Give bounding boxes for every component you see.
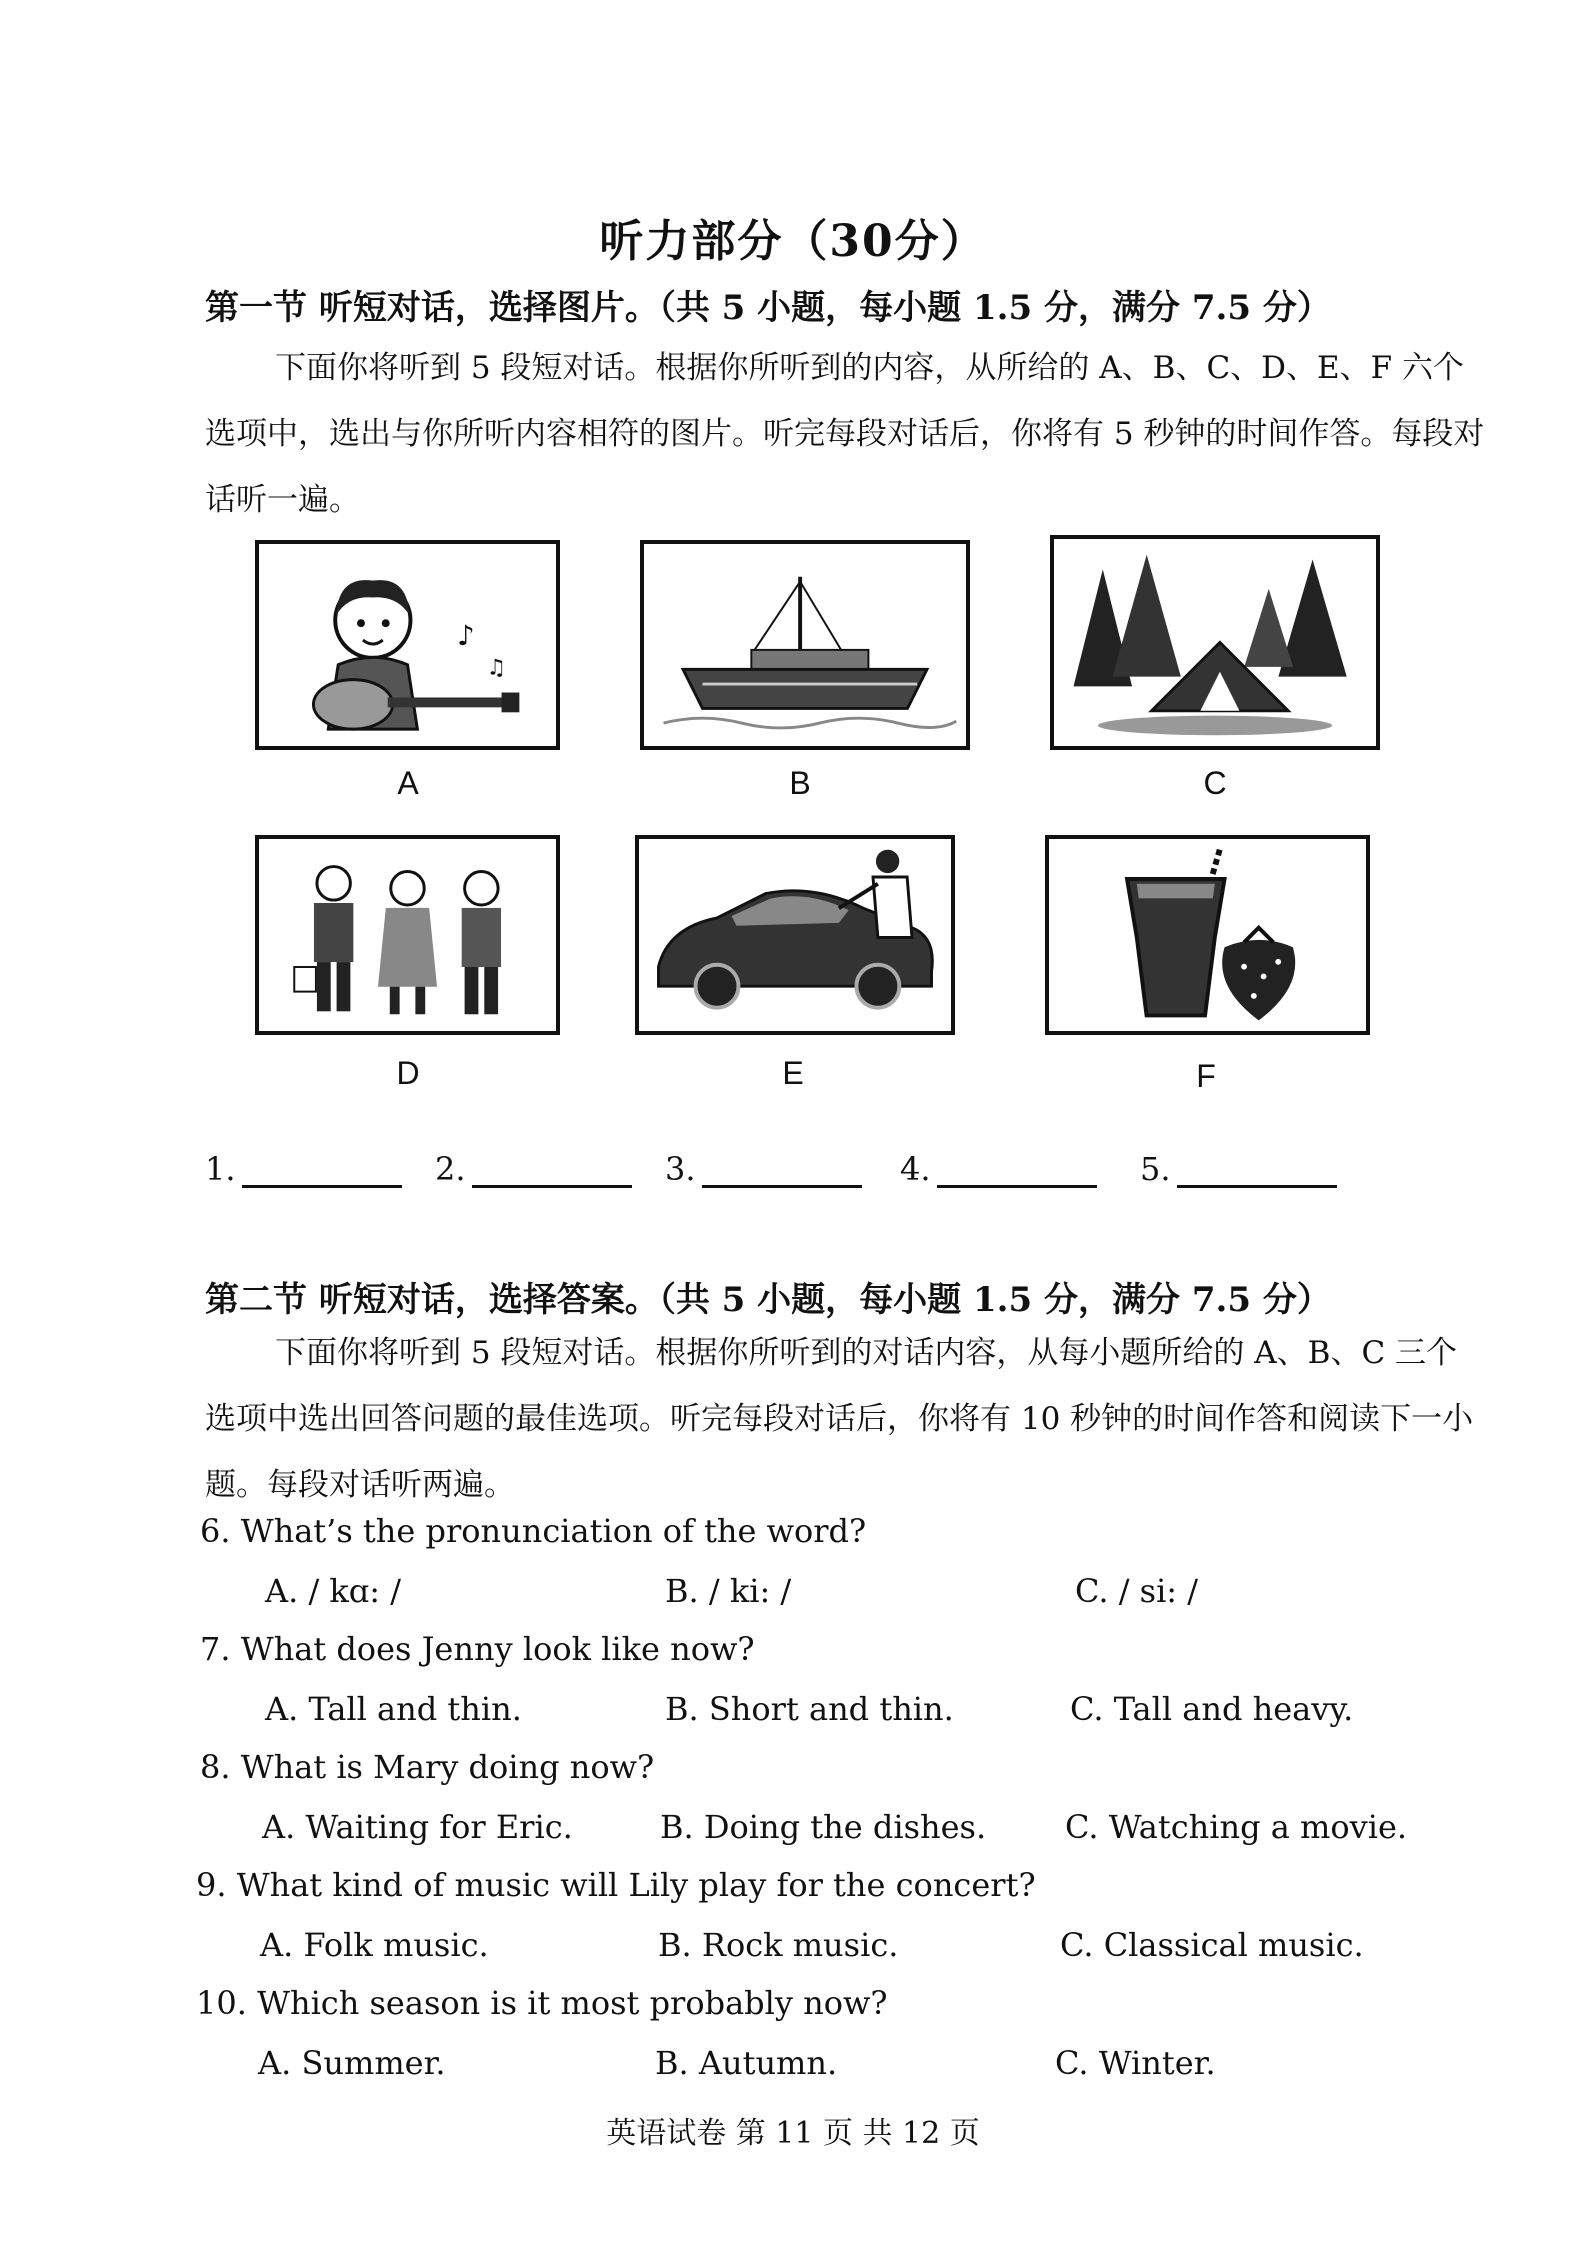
question-10: 10. Which season is it most probably now? [196, 1984, 888, 2022]
section2-instructions [205, 1320, 1485, 1518]
question-6-option-a[interactable]: A. / kɑ: / [265, 1572, 402, 1610]
svg-text:♫: ♫ [486, 655, 507, 681]
question-8-option-c[interactable]: C. Watching a movie. [1065, 1808, 1408, 1846]
picture-e-label: E [782, 1055, 804, 1091]
question-7: 7. What does Jenny look like now? [200, 1630, 755, 1668]
section1-instructions-text: 下面你将听到 5 段短对话。根据你所听到的内容，从所给的 A、B、C、D、E、F 六个选项中，选出与你所听内容相符的图片。听完每段对话后，你将有 5 秒钟的时间作答。每段对话听一遍。 [205, 350, 1485, 518]
family-walking-icon [259, 839, 556, 1031]
question-7-option-b[interactable]: B. Short and thin. [665, 1690, 954, 1728]
question-10-option-b[interactable]: B. Autumn. [655, 2044, 838, 2082]
question-9-option-b[interactable]: B. Rock music. [658, 1926, 899, 1964]
picture-c [1050, 535, 1380, 750]
question-8: 8. What is Mary doing now? [200, 1748, 655, 1786]
question-7-option-a[interactable]: A. Tall and thin. [265, 1690, 522, 1728]
question-6-option-c[interactable]: C. / si: / [1075, 1572, 1199, 1610]
question-10-option-c[interactable]: C. Winter. [1055, 2044, 1216, 2082]
picture-f [1045, 835, 1370, 1035]
picture-d [255, 835, 560, 1035]
page-title: 听力部分（30分） [599, 216, 987, 267]
picture-c-label: C [1203, 765, 1227, 801]
picture-a-label: A [397, 765, 419, 801]
picture-a [255, 540, 560, 750]
question-6: 6. What’s the pronunciation of the word? [200, 1512, 867, 1550]
answer-blank-4[interactable]: 4. [900, 1150, 1097, 1188]
section1-instructions [205, 335, 1485, 533]
juice-and-strawberry-icon [1049, 839, 1366, 1031]
question-7-option-c[interactable]: C. Tall and heavy. [1070, 1690, 1354, 1728]
section1-heading: 第一节 听短对话，选择图片。（共 5 小题，每小题 1.5 分，满分 7.5 分） [205, 288, 1331, 328]
question-10-option-a[interactable]: A. Summer. [258, 2044, 446, 2082]
picture-e [635, 835, 955, 1035]
boy-playing-guitar-icon [259, 544, 556, 746]
section2-instructions-text: 下面你将听到 5 段短对话。根据你所听到的对话内容，从每小题所给的 A、B、C 三个选项中选出回答问题的最佳选项。听完每段对话后，你将有 10 秒钟的时间作答和阅读下一小题。每段对话听两遍。 [205, 1335, 1474, 1503]
question-9-option-a[interactable]: A. Folk music. [260, 1926, 489, 1964]
picture-d-label: D [396, 1055, 420, 1091]
ship-icon [644, 544, 966, 746]
picture-b-label: B [789, 765, 811, 801]
answer-blank-1[interactable]: 1. [205, 1150, 402, 1188]
question-8-option-b[interactable]: B. Doing the dishes. [660, 1808, 987, 1846]
answer-blank-2[interactable]: 2. [435, 1150, 632, 1188]
question-9-option-c[interactable]: C. Classical music. [1060, 1926, 1364, 1964]
svg-text:♪: ♪ [457, 619, 475, 652]
question-6-option-b[interactable]: B. / ki: / [665, 1572, 792, 1610]
camping-tent-icon [1054, 539, 1376, 746]
answer-blank-3[interactable]: 3. [665, 1150, 862, 1188]
answer-blank-5[interactable]: 5. [1140, 1150, 1337, 1188]
picture-f-label: F [1196, 1058, 1216, 1094]
section2-heading: 第二节 听短对话，选择答案。（共 5 小题，每小题 1.5 分，满分 7.5 分） [205, 1280, 1331, 1320]
picture-b [640, 540, 970, 750]
question-9: 9. What kind of music will Lily play for the concert? [196, 1866, 1036, 1904]
question-8-option-a[interactable]: A. Waiting for Eric. [262, 1808, 573, 1846]
page-footer: 英语试卷 第 11 页 共 12 页 [606, 2116, 980, 2151]
man-washing-car-icon [639, 839, 951, 1031]
